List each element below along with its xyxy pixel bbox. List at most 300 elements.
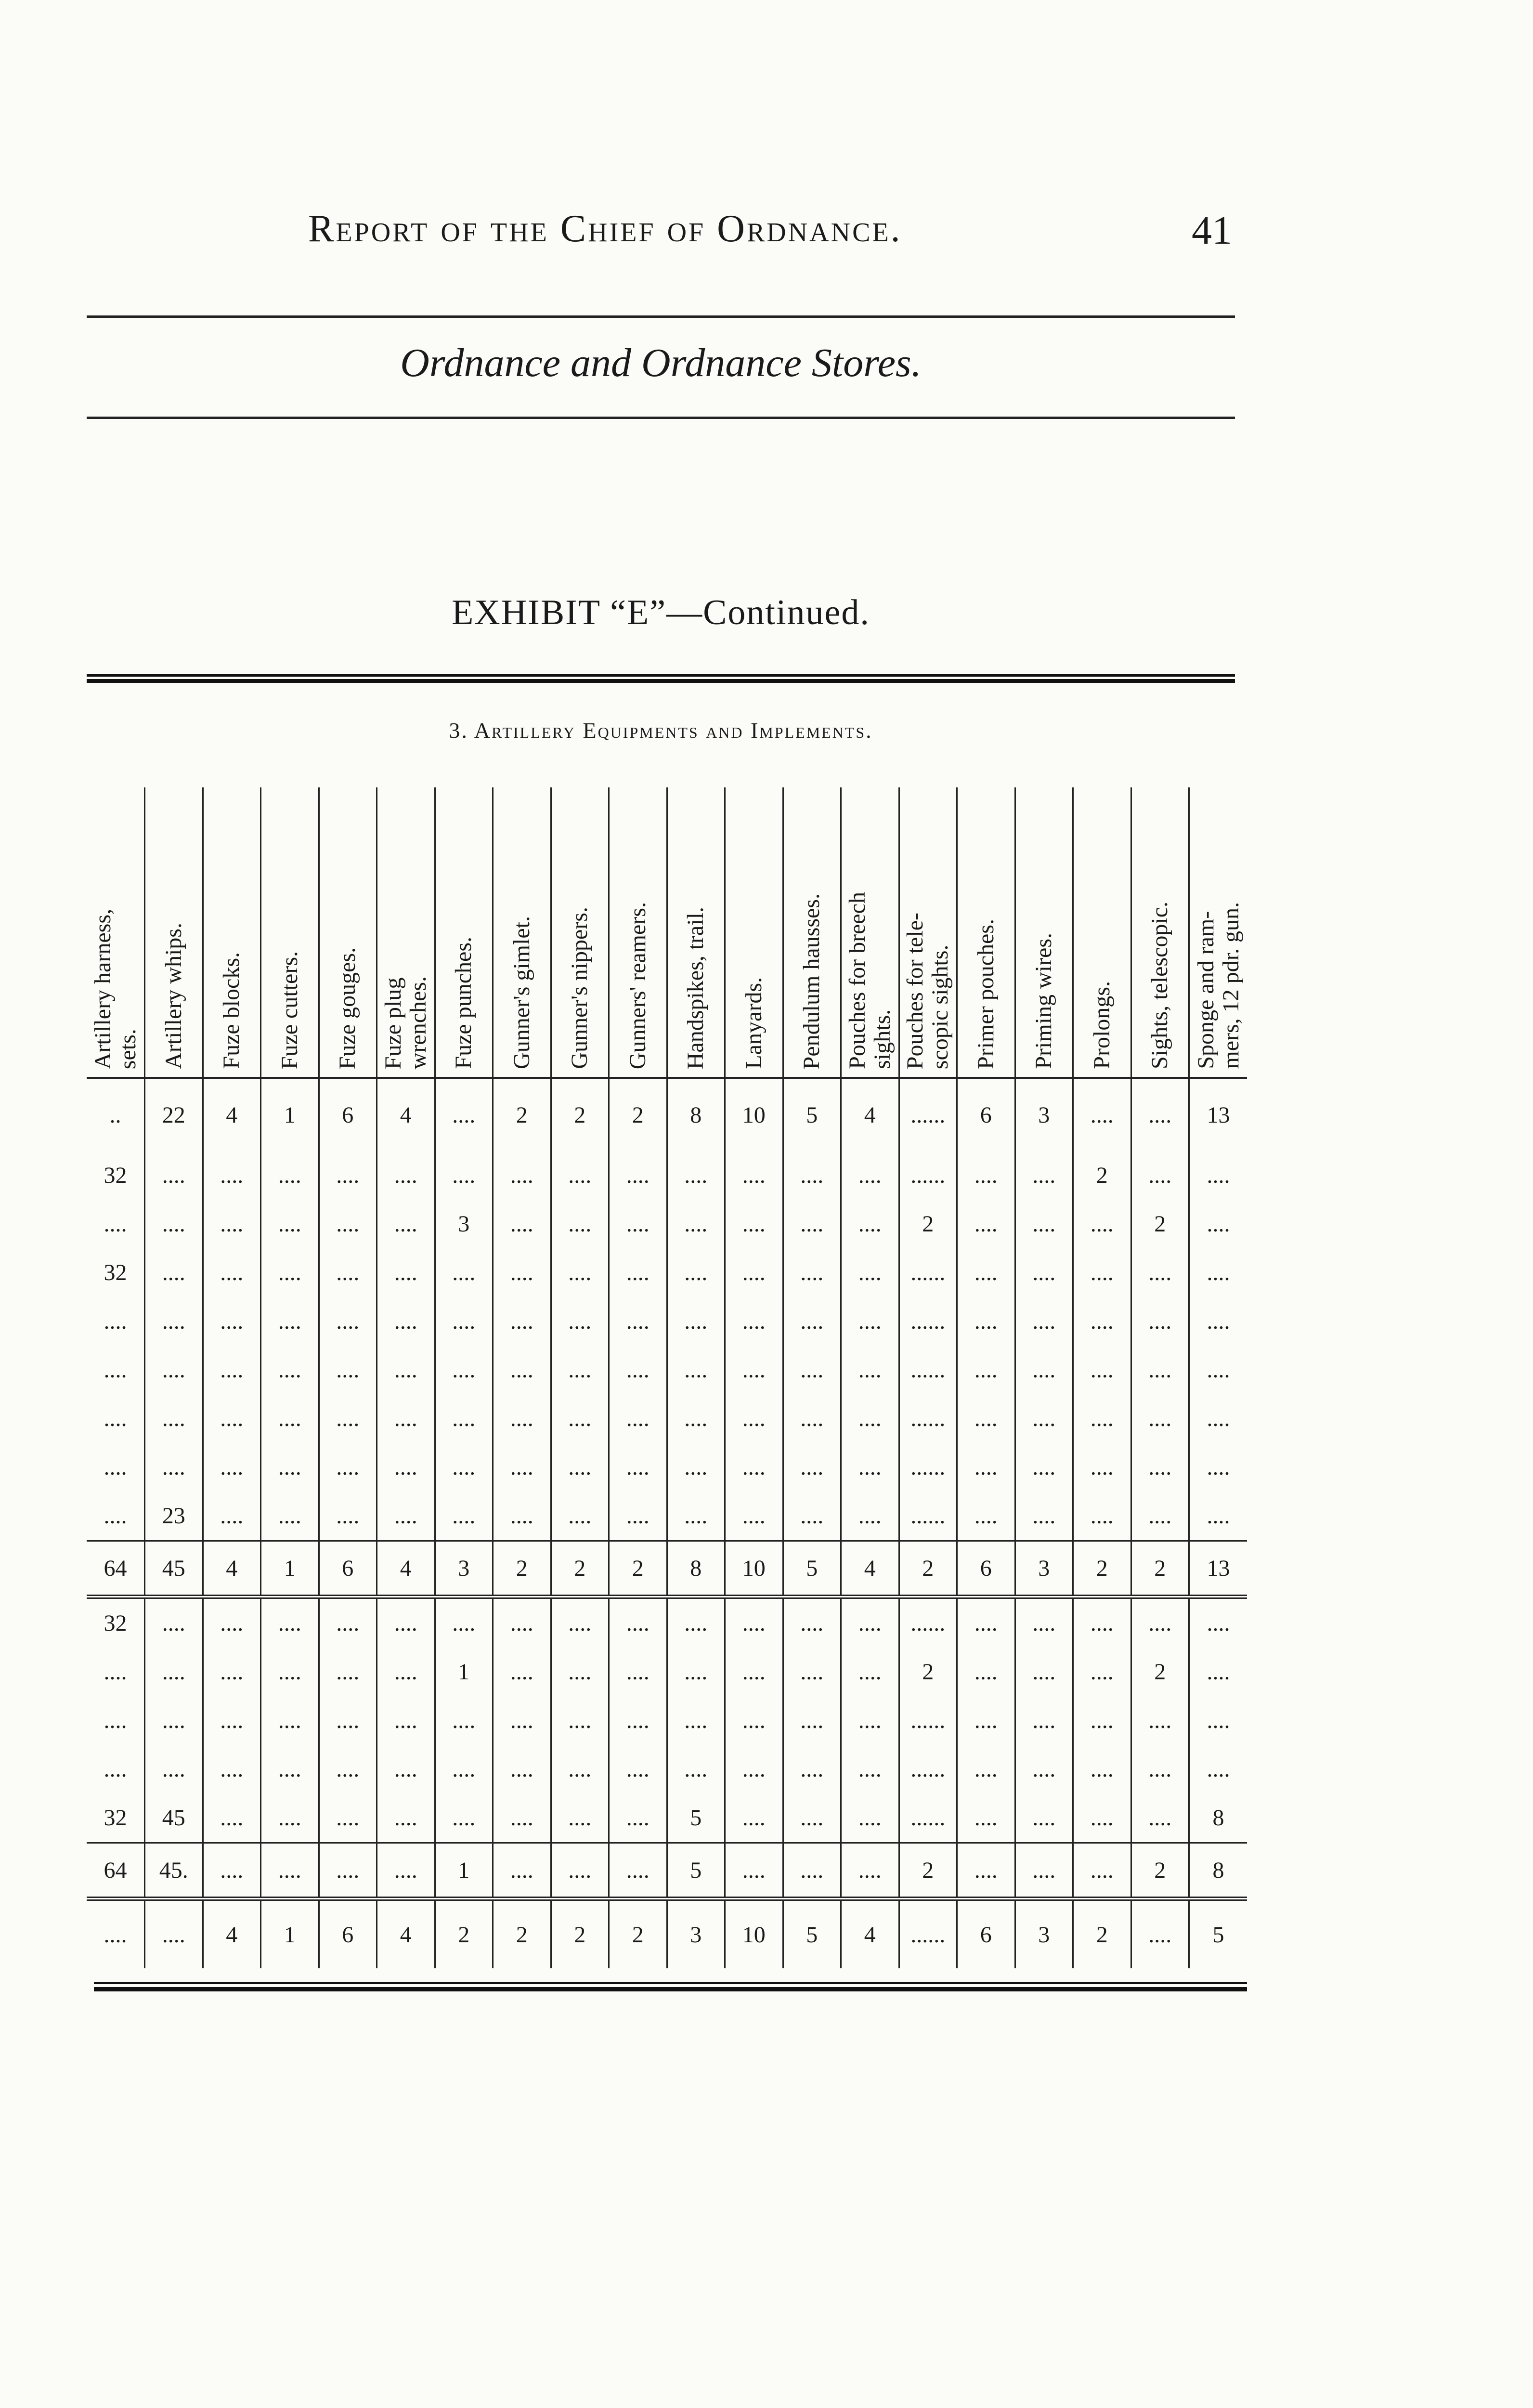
column-header-label: Fuze punches.	[451, 937, 477, 1069]
table-cell: ....	[493, 1443, 551, 1492]
grand-row	[87, 1899, 1247, 1969]
table-cell: 8	[1189, 1793, 1247, 1843]
table-cell: ....	[145, 1297, 203, 1346]
table-cell: 1	[261, 1899, 319, 1969]
table-row	[87, 1793, 1247, 1843]
table-cell: ....	[783, 1443, 841, 1492]
table-cell: ....	[725, 1793, 783, 1843]
column-header	[1015, 787, 1073, 1078]
table-cell: ......	[899, 1443, 957, 1492]
table-cell: ....	[493, 1200, 551, 1248]
table-cell: ....	[725, 1443, 783, 1492]
table-cell: ....	[87, 1899, 145, 1969]
table-cell: ....	[957, 1745, 1015, 1793]
column-header-label: Sights, telescopic.	[1147, 902, 1173, 1069]
table-cell: ....	[551, 1648, 609, 1696]
table-cell: ....	[145, 1696, 203, 1745]
page-number: 41	[1192, 208, 1232, 253]
exhibit-title: EXHIBIT “E”—Continued.	[452, 593, 870, 632]
table-cell: 32	[104, 1610, 127, 1636]
table-cell: ....	[667, 1151, 725, 1200]
table-cell: ....	[783, 1793, 841, 1843]
table-cell: ....	[104, 1309, 127, 1334]
table-row	[87, 1696, 1247, 1745]
table-cell: ....	[145, 1248, 203, 1297]
table-cell: ....	[1015, 1394, 1073, 1443]
column-header-label: Fuze blocks.	[219, 952, 245, 1069]
total-row	[87, 1843, 1247, 1899]
table-cell: ....	[609, 1151, 667, 1200]
table-cell: ....	[725, 1843, 783, 1899]
table-cell: ....	[377, 1151, 435, 1200]
table-header-row	[87, 787, 1247, 1078]
table-cell: 6	[957, 1541, 1015, 1597]
table-cell: ....	[145, 1899, 203, 1969]
table-cell: ....	[609, 1648, 667, 1696]
table-cell: ....	[725, 1648, 783, 1696]
table-cell: 1	[435, 1843, 493, 1899]
table-cell: ....	[1015, 1443, 1073, 1492]
equipment-table	[87, 787, 1247, 1968]
table-cell: ....	[783, 1597, 841, 1648]
table-cell: 10	[725, 1078, 783, 1151]
table-cell: 5	[783, 1899, 841, 1969]
table-cell: 6	[957, 1899, 1015, 1969]
table-top-double-rule	[87, 674, 1235, 683]
table-cell: ....	[319, 1745, 377, 1793]
table-cell: ....	[1073, 1648, 1131, 1696]
column-header	[377, 787, 435, 1078]
column-header	[145, 787, 203, 1078]
table-cell: ....	[609, 1346, 667, 1394]
table-cell: ....	[493, 1346, 551, 1394]
table-cell: 3	[435, 1541, 493, 1597]
table-cell: 2	[1131, 1843, 1189, 1899]
table-cell: ....	[203, 1346, 261, 1394]
table-cell: ....	[261, 1297, 319, 1346]
table-cell: ....	[667, 1443, 725, 1492]
table-cell: ....	[1073, 1492, 1131, 1541]
table-cell: 4	[841, 1541, 899, 1597]
table-row	[87, 1597, 1247, 1648]
table-cell: ....	[319, 1696, 377, 1745]
table-cell: ....	[319, 1648, 377, 1696]
table-cell: ....	[1015, 1248, 1073, 1297]
column-header-label: Prolongs.	[1089, 981, 1115, 1069]
table-cell: 3	[1015, 1078, 1073, 1151]
table-cell: 2	[1131, 1541, 1189, 1597]
table-cell: ....	[1131, 1394, 1189, 1443]
table-cell: ....	[1189, 1696, 1247, 1745]
table-cell: ....	[319, 1843, 377, 1899]
table-cell: 5	[783, 1541, 841, 1597]
column-header-label: Gunner's gimlet.	[508, 916, 534, 1069]
table-cell: ....	[203, 1492, 261, 1541]
table-cell: ....	[1131, 1248, 1189, 1297]
table-cell: ....	[609, 1443, 667, 1492]
table-cell: ......	[899, 1745, 957, 1793]
table-cell: ....	[1131, 1745, 1189, 1793]
table-cell: ......	[899, 1248, 957, 1297]
table-cell: 6	[319, 1541, 377, 1597]
table-cell: 13	[1189, 1541, 1247, 1597]
table-cell: ....	[493, 1394, 551, 1443]
table-cell: ....	[435, 1394, 493, 1443]
table-cell: ....	[435, 1793, 493, 1843]
table-cell: ....	[1131, 1151, 1189, 1200]
table-cell: 8	[667, 1541, 725, 1597]
table-cell: ....	[783, 1200, 841, 1248]
column-header-label: Gunners' reamers.	[624, 902, 650, 1069]
table-cell: 1	[261, 1078, 319, 1151]
table-cell: ....	[493, 1696, 551, 1745]
table-cell: ....	[551, 1745, 609, 1793]
table-cell: 13	[1189, 1078, 1247, 1151]
table-cell: ....	[551, 1394, 609, 1443]
table-cell: ....	[493, 1248, 551, 1297]
table-cell: ....	[667, 1696, 725, 1745]
table-cell: ....	[203, 1648, 261, 1696]
table-cell: ....	[104, 1503, 127, 1529]
table-cell: ....	[203, 1297, 261, 1346]
table-cell: ....	[1189, 1648, 1247, 1696]
table-cell: ....	[377, 1394, 435, 1443]
table-cell: ....	[1131, 1078, 1189, 1151]
table-cell: 22	[145, 1078, 203, 1151]
table-cell: ....	[957, 1648, 1015, 1696]
table-cell: ....	[1131, 1297, 1189, 1346]
table-cell: ....	[1073, 1793, 1131, 1843]
table-cell: ....	[203, 1151, 261, 1200]
table-cell: ....	[377, 1248, 435, 1297]
table-row	[87, 1443, 1247, 1492]
table-cell: 4	[377, 1541, 435, 1597]
table-cell: 2	[493, 1899, 551, 1969]
table-cell: ....	[841, 1597, 899, 1648]
table-cell: 5	[783, 1078, 841, 1151]
table-cell: ....	[957, 1248, 1015, 1297]
table-cell: ....	[667, 1745, 725, 1793]
table-cell: ....	[493, 1793, 551, 1843]
table-cell: ....	[493, 1745, 551, 1793]
table-cell: ....	[319, 1394, 377, 1443]
table-cell: ....	[783, 1745, 841, 1793]
table-cell: ....	[261, 1843, 319, 1899]
table-row	[87, 1492, 1247, 1541]
table-cell: ....	[145, 1745, 203, 1793]
table-cell: ....	[1073, 1597, 1131, 1648]
table-cell: ....	[145, 1200, 203, 1248]
table-cell: ....	[725, 1200, 783, 1248]
table-cell: ....	[1015, 1297, 1073, 1346]
table-cell: ....	[377, 1346, 435, 1394]
table-cell: ....	[841, 1745, 899, 1793]
table-cell: ....	[1073, 1394, 1131, 1443]
table-cell: ....	[1015, 1597, 1073, 1648]
table-cell: ....	[725, 1492, 783, 1541]
table-cell: ....	[203, 1597, 261, 1648]
table-cell: ......	[899, 1597, 957, 1648]
table-cell: ....	[957, 1793, 1015, 1843]
table-cell: ....	[319, 1151, 377, 1200]
table-cell: 45	[145, 1541, 203, 1597]
table-cell: ....	[841, 1151, 899, 1200]
table-cell: ......	[899, 1346, 957, 1394]
table-cell: ....	[261, 1793, 319, 1843]
table-cell: ....	[145, 1151, 203, 1200]
table-cell: 2	[899, 1648, 957, 1696]
table-cell: ....	[841, 1346, 899, 1394]
table-cell: 32	[104, 1260, 127, 1285]
column-header	[1073, 787, 1131, 1078]
table-cell: ....	[1189, 1394, 1247, 1443]
table-cell: ....	[203, 1394, 261, 1443]
table-cell: ....	[609, 1200, 667, 1248]
table-cell: ....	[783, 1248, 841, 1297]
table-cell: ....	[551, 1297, 609, 1346]
table-cell: 2	[609, 1541, 667, 1597]
table-cell: ....	[319, 1793, 377, 1843]
table-cell: ....	[261, 1648, 319, 1696]
table-cell: ....	[377, 1492, 435, 1541]
table-cell: ....	[551, 1443, 609, 1492]
table-cell: ....	[841, 1492, 899, 1541]
table-cell: ....	[551, 1597, 609, 1648]
table-cell: ....	[1189, 1248, 1247, 1297]
table-cell: ......	[899, 1492, 957, 1541]
table-cell: ....	[377, 1745, 435, 1793]
table-cell: ....	[841, 1696, 899, 1745]
table-cell: ....	[609, 1394, 667, 1443]
table-cell: ....	[551, 1843, 609, 1899]
table-cell: ....	[1189, 1297, 1247, 1346]
column-header-label: Fuze gouges.	[335, 947, 361, 1069]
table-cell: ....	[551, 1696, 609, 1745]
table-cell: ....	[203, 1745, 261, 1793]
table-cell: ....	[1015, 1696, 1073, 1745]
column-header-label: Pouches for tele- scopic sights.	[902, 912, 953, 1069]
table-cell: ....	[609, 1843, 667, 1899]
table-cell: 2	[493, 1078, 551, 1151]
table-cell: ....	[1073, 1843, 1131, 1899]
table-cell: ....	[725, 1151, 783, 1200]
table-cell: ....	[1131, 1492, 1189, 1541]
table-cell: 6	[319, 1899, 377, 1969]
column-header	[493, 787, 551, 1078]
table-cell: ....	[319, 1297, 377, 1346]
table-cell: 3	[1015, 1899, 1073, 1969]
column-header	[87, 787, 145, 1078]
table-cell: ....	[957, 1492, 1015, 1541]
column-header-label: Gunner's nippers.	[567, 907, 593, 1069]
table-cell: ....	[104, 1357, 127, 1383]
table-cell: ....	[319, 1443, 377, 1492]
table-cell: ....	[203, 1248, 261, 1297]
table-cell: ....	[783, 1394, 841, 1443]
column-header-label: Sponge and ram- mers, 12 pdr. gun.	[1193, 902, 1244, 1069]
table-cell: ....	[667, 1394, 725, 1443]
column-header	[899, 787, 957, 1078]
table-cell: ....	[725, 1346, 783, 1394]
table-cell: ....	[145, 1648, 203, 1696]
table-cell: ......	[899, 1696, 957, 1745]
table-bottom-double-rule	[94, 1982, 1247, 1991]
table-cell: ....	[145, 1346, 203, 1394]
column-header-label: Fuze plug wrenches.	[380, 976, 431, 1069]
table-cell: ....	[377, 1443, 435, 1492]
table-cell: 64	[87, 1843, 145, 1899]
page-subtitle: Ordnance and Ordnance Stores.	[400, 340, 922, 385]
table-cell: 2	[1131, 1200, 1189, 1248]
table-cell: ....	[261, 1696, 319, 1745]
table-row	[87, 1248, 1247, 1297]
table-cell: 4	[377, 1078, 435, 1151]
column-header-label: Artillery harness, sets.	[90, 908, 141, 1069]
table-cell: ....	[957, 1597, 1015, 1648]
table-cell: ....	[609, 1492, 667, 1541]
table-cell: ....	[319, 1597, 377, 1648]
table-row	[87, 1745, 1247, 1793]
table-cell: ....	[203, 1443, 261, 1492]
table-cell: ....	[377, 1843, 435, 1899]
table-cell: ....	[1131, 1899, 1189, 1969]
table-cell: ....	[1189, 1346, 1247, 1394]
column-header-label: Lanyards.	[741, 977, 766, 1069]
table-cell: ....	[104, 1406, 127, 1431]
table-cell: ....	[435, 1696, 493, 1745]
table-cell: ....	[435, 1346, 493, 1394]
running-title: Report of the Chief of Ordnance.	[308, 208, 902, 250]
table-cell: 2	[551, 1078, 609, 1151]
table-cell: 45	[145, 1793, 203, 1843]
table-cell: ....	[667, 1648, 725, 1696]
table-cell: ....	[377, 1597, 435, 1648]
table-cell: ....	[1131, 1443, 1189, 1492]
table-cell: ....	[1073, 1346, 1131, 1394]
table-cell: ....	[104, 1756, 127, 1782]
column-header	[841, 787, 899, 1078]
column-header-label: Pouches for breech sights.	[844, 892, 895, 1069]
table-cell: ....	[957, 1151, 1015, 1200]
table-cell: ....	[551, 1248, 609, 1297]
table-cell: 2	[899, 1200, 957, 1248]
first-row	[87, 1078, 1247, 1151]
table-cell: ....	[957, 1696, 1015, 1745]
table-cell: ....	[1073, 1200, 1131, 1248]
table-cell: ......	[899, 1297, 957, 1346]
table-cell: ....	[377, 1200, 435, 1248]
table-cell: 64	[87, 1541, 145, 1597]
column-header-label: Pendulum hausses.	[799, 893, 825, 1069]
table-cell: 5	[667, 1793, 725, 1843]
table-cell: ....	[435, 1745, 493, 1793]
table-cell: ....	[1073, 1745, 1131, 1793]
column-header	[319, 787, 377, 1078]
table-row	[87, 1200, 1247, 1248]
table-cell: ....	[783, 1297, 841, 1346]
table-cell: 1	[435, 1648, 493, 1696]
table-row	[87, 1648, 1247, 1696]
column-header-label: Handspikes, trail.	[683, 906, 709, 1069]
table-cell: ....	[783, 1492, 841, 1541]
column-header-label: Fuze cutters.	[276, 951, 302, 1069]
table-cell: ....	[609, 1597, 667, 1648]
table-cell: ....	[1131, 1793, 1189, 1843]
table-cell: ....	[435, 1443, 493, 1492]
table-cell: 4	[841, 1078, 899, 1151]
table-cell: 2	[1073, 1151, 1131, 1200]
table-cell: ....	[841, 1793, 899, 1843]
table-cell: 2	[493, 1541, 551, 1597]
table-cell: ....	[261, 1151, 319, 1200]
table-cell: 4	[203, 1541, 261, 1597]
table-cell: ....	[203, 1696, 261, 1745]
column-header-label: Artillery whips.	[160, 923, 186, 1069]
table-cell: ....	[493, 1843, 551, 1899]
table-cell: ....	[609, 1297, 667, 1346]
table-cell: ....	[1073, 1078, 1131, 1151]
table-cell: ....	[1015, 1793, 1073, 1843]
table-cell: ....	[319, 1248, 377, 1297]
table-cell: ....	[493, 1492, 551, 1541]
column-header	[1189, 787, 1247, 1078]
table-cell: ....	[493, 1297, 551, 1346]
table-cell: ....	[1073, 1297, 1131, 1346]
table-cell: 4	[203, 1078, 261, 1151]
table-cell: ....	[725, 1597, 783, 1648]
table-cell: ....	[841, 1648, 899, 1696]
table-cell: ......	[899, 1078, 957, 1151]
table-cell: 2	[1073, 1899, 1131, 1969]
table-cell: ....	[1189, 1443, 1247, 1492]
table-cell: 4	[841, 1899, 899, 1969]
total-row	[87, 1541, 1247, 1597]
table-cell: 10	[725, 1899, 783, 1969]
column-header	[435, 787, 493, 1078]
table-row	[87, 1394, 1247, 1443]
table-cell: ....	[783, 1648, 841, 1696]
table-row	[87, 1346, 1247, 1394]
table-cell: 2	[609, 1899, 667, 1969]
table-cell: ....	[841, 1843, 899, 1899]
table-cell: 4	[377, 1899, 435, 1969]
table-cell: 3	[435, 1200, 493, 1248]
table-cell: ....	[104, 1708, 127, 1733]
table-cell: ....	[377, 1297, 435, 1346]
table-cell: ....	[551, 1793, 609, 1843]
table-cell: ....	[609, 1248, 667, 1297]
table-cell: 5	[667, 1843, 725, 1899]
table-cell: ....	[203, 1200, 261, 1248]
table-cell: ....	[1015, 1648, 1073, 1696]
table-cell: ....	[319, 1346, 377, 1394]
table-cell: 10	[725, 1541, 783, 1597]
table-cell: ....	[145, 1443, 203, 1492]
table-cell: ....	[261, 1200, 319, 1248]
table-cell: ....	[261, 1443, 319, 1492]
table-cell: ....	[841, 1297, 899, 1346]
table-cell: ....	[725, 1248, 783, 1297]
table-cell: 8	[1189, 1843, 1247, 1899]
table-cell: 4	[203, 1899, 261, 1969]
table-cell: ....	[1015, 1745, 1073, 1793]
table-cell: 2	[609, 1078, 667, 1151]
column-header	[1131, 787, 1189, 1078]
table-cell: ....	[435, 1078, 493, 1151]
table-cell: ......	[899, 1394, 957, 1443]
table-cell: ....	[261, 1597, 319, 1648]
table-cell: ....	[145, 1597, 203, 1648]
